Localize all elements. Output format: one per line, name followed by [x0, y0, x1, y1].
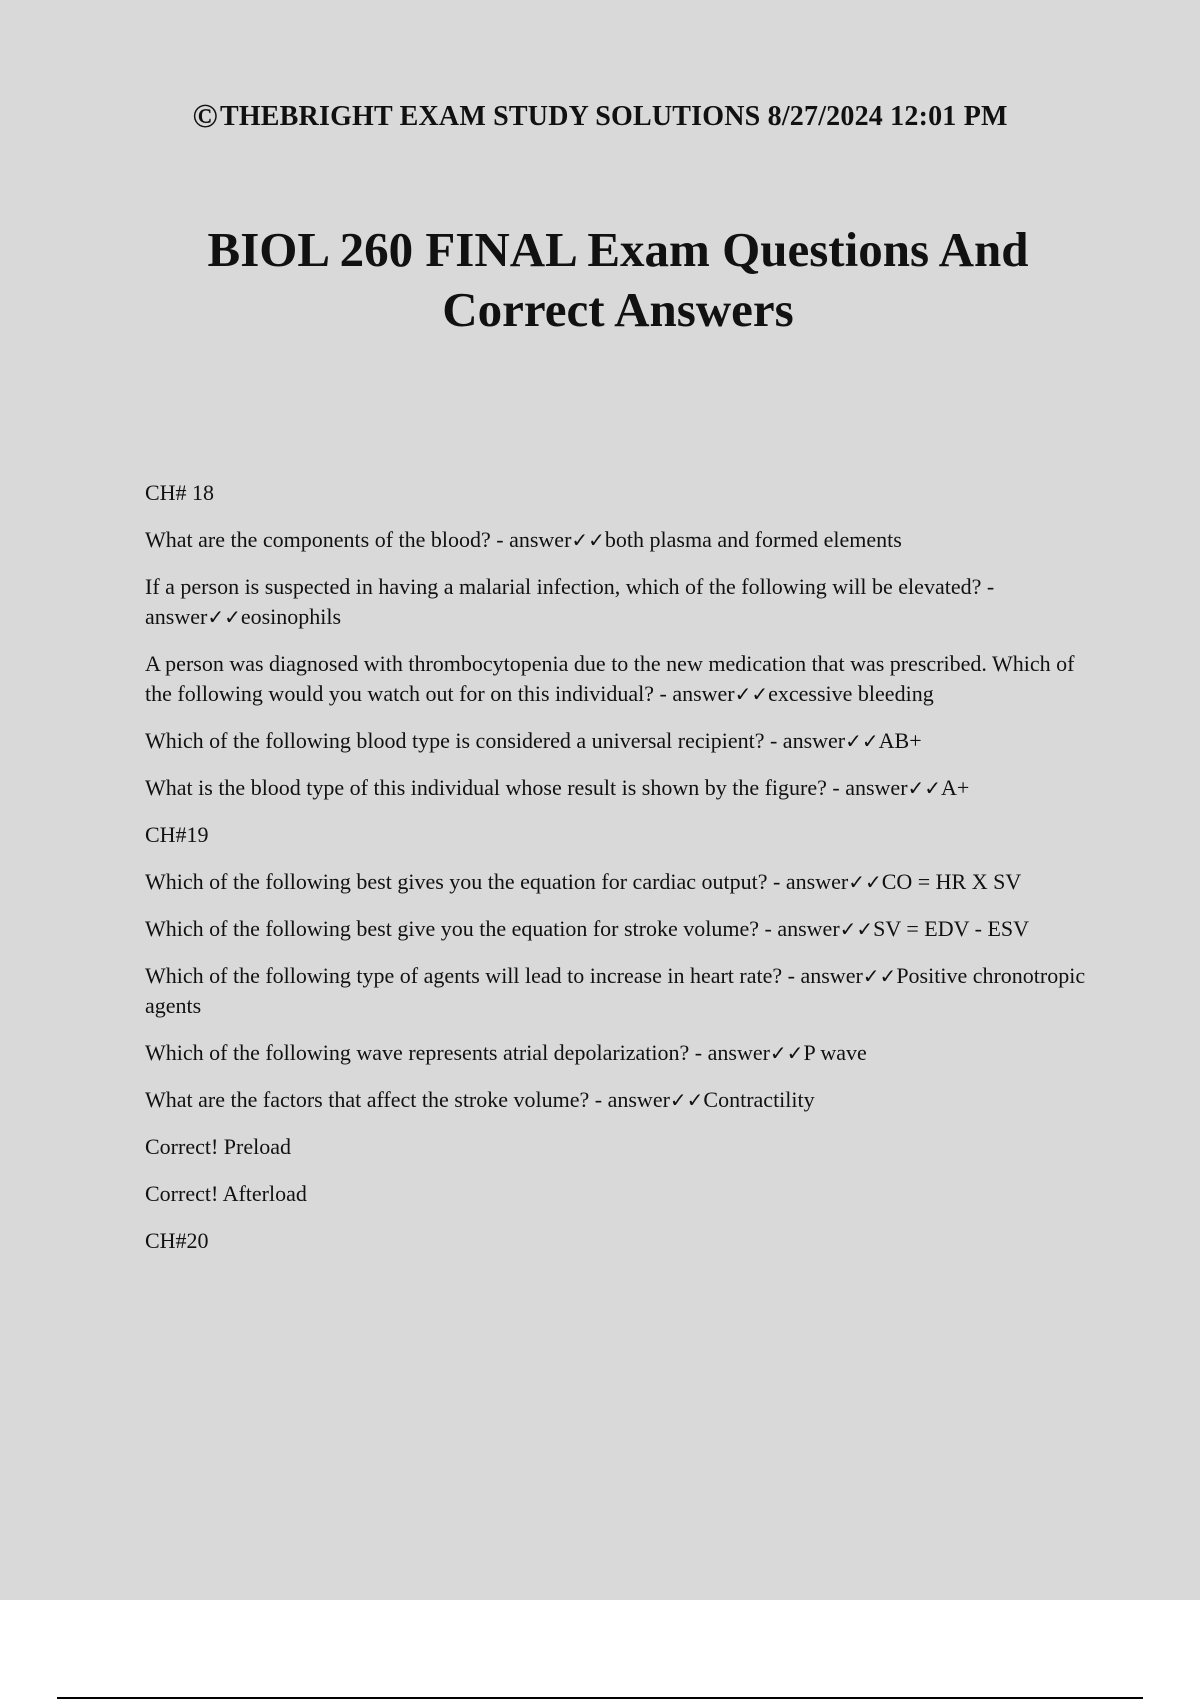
- chapter-heading-19: CH#19: [145, 822, 209, 847]
- question-text: Which of the following best give you the equation for stroke volume? - answer: [145, 916, 840, 941]
- answer-text: A+: [941, 775, 970, 800]
- question-item: [145, 914, 1090, 944]
- question-text: What are the factors that affect the stroke volume? - answer: [145, 1087, 670, 1112]
- answer-text: CO = HR X SV: [881, 869, 1022, 894]
- header-text: THEBRIGHT EXAM STUDY SOLUTIONS 8/27/2024 12:01 PM: [219, 101, 1008, 132]
- double-check-icon: ✓✓: [839, 917, 874, 941]
- double-check-icon: ✓✓: [907, 776, 942, 800]
- question-text: Which of the following wave represents atrial depolarization? - answer: [145, 1040, 770, 1065]
- document-body: [145, 478, 1090, 1273]
- double-check-icon: ✓✓: [769, 1041, 804, 1065]
- copyright-icon: ©: [192, 98, 218, 135]
- double-check-icon: ✓✓: [669, 1088, 704, 1112]
- chapter-heading-20: CH#20: [145, 1228, 209, 1253]
- correct-answer-preload: Correct! Preload: [145, 1134, 291, 1159]
- question-text: A person was diagnosed with thrombocytopenia due to the new medication that was prescribed. Which of the following would you watch out for on this individual? - answer: [145, 651, 1075, 706]
- question-item: [145, 867, 1090, 897]
- question-item: [145, 726, 1090, 756]
- question-text: What are the components of the blood? - answer: [145, 527, 572, 552]
- double-check-icon: ✓✓: [848, 870, 882, 894]
- question-text: What is the blood type of this individual whose result is shown by the figure? - answer: [145, 775, 908, 800]
- correct-answer-afterload: Correct! Afterload: [145, 1181, 307, 1206]
- title-line-2: Correct Answers: [442, 282, 794, 337]
- answer-text: Contractility: [703, 1087, 815, 1112]
- question-item: [145, 525, 1090, 555]
- chapter-heading-18: CH# 18: [145, 480, 215, 505]
- question-item: [145, 572, 1090, 632]
- copyright-header: [0, 98, 1200, 136]
- footer-divider: [57, 1697, 1143, 1699]
- question-text: Which of the following type of agents will lead to increase in heart rate? - answer: [145, 963, 863, 988]
- answer-text: P wave: [803, 1040, 867, 1065]
- answer-text: eosinophils: [240, 604, 342, 629]
- double-check-icon: ✓✓: [571, 528, 605, 552]
- question-text: Which of the following best gives you the equation for cardiac output? - answer: [145, 869, 849, 894]
- double-check-icon: ✓✓: [734, 682, 769, 706]
- answer-text: Positive chronotropic agents: [145, 963, 1086, 1018]
- title-line-1: BIOL 260 FINAL Exam Questions And: [207, 222, 1029, 277]
- answer-text: both plasma and formed elements: [604, 527, 902, 552]
- double-check-icon: ✓✓: [845, 729, 879, 753]
- double-check-icon: ✓✓: [862, 964, 897, 988]
- question-item: [145, 649, 1090, 709]
- answer-text: excessive bleeding: [768, 681, 934, 706]
- double-check-icon: ✓✓: [207, 605, 241, 629]
- question-item: [145, 961, 1090, 1021]
- answer-text: SV = EDV - ESV: [873, 916, 1030, 941]
- document-title: [0, 220, 1200, 340]
- question-item: [145, 773, 1090, 803]
- question-text: If a person is suspected in having a malarial infection, which of the following will be elevated? - answer: [145, 574, 995, 629]
- answer-text: AB+: [878, 728, 922, 753]
- question-item: [145, 1038, 1090, 1068]
- question-text: Which of the following blood type is considered a universal recipient? - answer: [145, 728, 846, 753]
- question-item: [145, 1085, 1090, 1115]
